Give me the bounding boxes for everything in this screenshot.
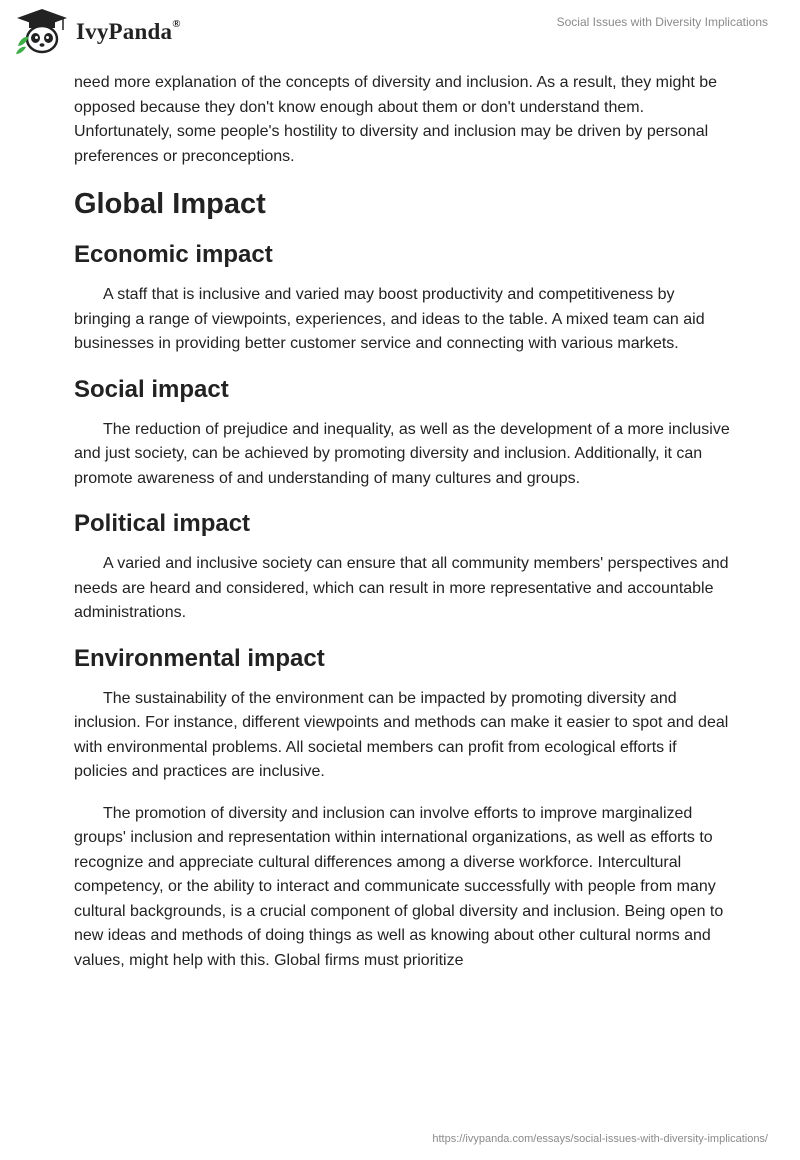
subsection-title-social: Social impact [74,375,229,403]
paragraph-social: The reduction of prejudice and inequality, as well as the development of a more inclusive and just society, can be achieved by promoting diversity and inclusion. Additionally, it can promote awareness of and understanding of many cultures and groups. [74,420,730,487]
paragraph-environmental-1: The sustainability of the environment can be impacted by promoting diversity and inclusion. For instance, different viewpoints and methods can make it easier to spot and deal with environmental problems. All societal members can profit from ecological efforts if policies and practices are inclusive. [74,689,729,780]
subsection-title-political: Political impact [74,510,251,537]
intro-paragraph: need more explanation of the concepts of diversity and inclusion. As a result, they might be opposed because they don't know enough about them or don't understand them. Unfortunately, some people's hostility to diversity and inclusion may be driven by personal preferences or preconceptions. [74,74,718,165]
panda-graduate-icon [14,8,70,56]
paragraph-economic: A staff that is inclusive and varied may boost productivity and competitiveness by bringing a range of viewpoints, experiences, and ideas to the table. A mixed team can aid businesses in providing better customer service and connecting with various markets. [74,286,705,352]
paragraph-political: A varied and inclusive society can ensure that all community members' perspectives and needs are heard and considered, which can result in more representative and accountable administrations. [74,555,729,621]
article-body [74,71,734,973]
section-title-global-impact: Global Impact [74,188,266,220]
brand-logo[interactable] [14,8,181,56]
page-header [0,0,800,66]
subsection-title-economic: Economic impact [74,241,273,268]
source-url[interactable]: https://ivypanda.com/essays/social-issues-with-diversity-implications/ [432,1133,768,1145]
subsection-title-environmental: Environmental impact [74,644,325,672]
paragraph-environmental-2: The promotion of diversity and inclusion can involve efforts to improve marginalized groups' inclusion and representation within international organizations, as well as efforts to recognize and appreciate cultural differences among a diverse workforce. Intercultural competency, or the ability to interact and communicate successfully with people from many cultural backgrounds, is a crucial component of global diversity and inclusion. Being open to new ideas and methods of doing things as well as knowing about other cultural norms and values, might help with this. Global firms must prioritize [74,804,724,969]
brand-name: IvyPanda® [76,18,181,44]
document-title: Social Issues with Diversity Implications [556,15,768,29]
